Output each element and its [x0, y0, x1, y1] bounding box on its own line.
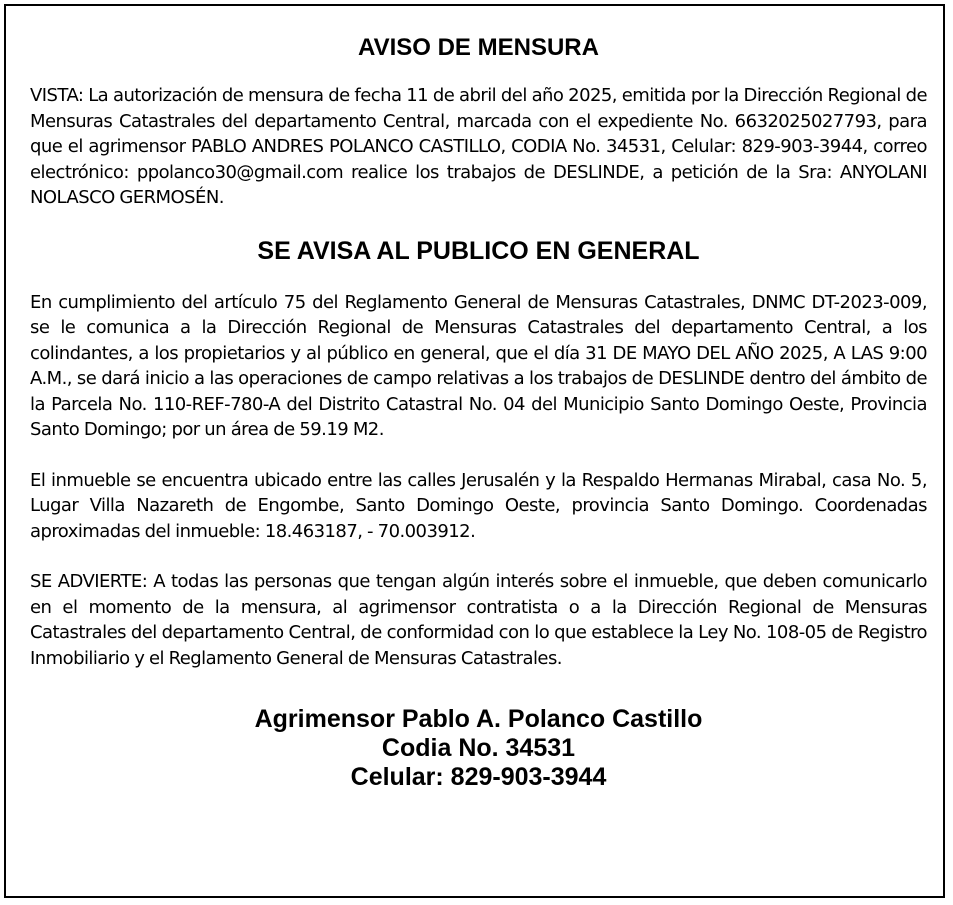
- compliance-paragraph: En cumplimiento del artículo 75 del Reglamento General de Mensuras Catastrales, DNMC DT-2023-009, se le comunica a la Dirección Regional de Mensuras Catastrales del departamento Central, a los colindantes, a los propietarios y al público en general, que el día 31 DE MAYO DEL AÑO 2025, A LAS 9:00 A.M., se dará inicio a las operaciones de campo relativas a los trabajos de DESLINDE dentro del ámbito de la Parcela No. 110-REF-780-A del Distrito Catastral No. 04 del Municipio Santo Domingo Oeste, Provincia Santo Domingo; por un área de 59.19 M2.: [30, 291, 927, 440]
- codia-number: Codia No. 34531: [381, 734, 576, 762]
- notice-content: [30, 34, 927, 792]
- phone-number: Celular: 829-903-3944: [350, 763, 607, 791]
- notice-frame: [4, 4, 945, 898]
- location-paragraph: El inmueble se encuentra ubicado entre las calles Jerusalén y la Respaldo Hermanas Mirabal, casa No. 5, Lugar Villa Nazareth de Engombe, Santo Domingo Oeste, provincia Santo Domingo. Coordenadas aproximadas del inmueble: 18.463187, - 70.003912.: [30, 469, 927, 542]
- signature-block: [30, 705, 927, 792]
- notice-title: AVISO DE MENSURA: [358, 34, 599, 61]
- vista-paragraph: VISTA: La autorización de mensura de fecha 11 de abril del año 2025, emitida por la Dirección Regional de Mensuras Catastrales del departamento Central, marcada con el expediente No. 6632025027793, para que el agrimensor PABLO ANDRES POLANCO CASTILLO, CODIA No. 34531, Celular: 829-903-3944, correo electrónico: ppolanco30@gmail.com realice los trabajos de DESLINDE, a petición de la Sra: ANYOLANI NOLASCO GERMOSÉN.: [30, 85, 927, 208]
- public-notice-heading: SE AVISA AL PUBLICO EN GENERAL: [257, 236, 700, 265]
- surveyor-name: Agrimensor Pablo A. Polanco Castillo: [254, 705, 703, 733]
- warning-paragraph: SE ADVIERTE: A todas las personas que tengan algún interés sobre el inmueble, que deben comunicarlo en el momento de la mensura, al agrimensor contratista o a la Dirección Regional de Mensuras Catastrales del departamento Central, de conformidad con lo que establece la Ley No. 108-05 de Registro Inmobiliario y el Reglamento General de Mensuras Catastrales.: [30, 571, 927, 669]
